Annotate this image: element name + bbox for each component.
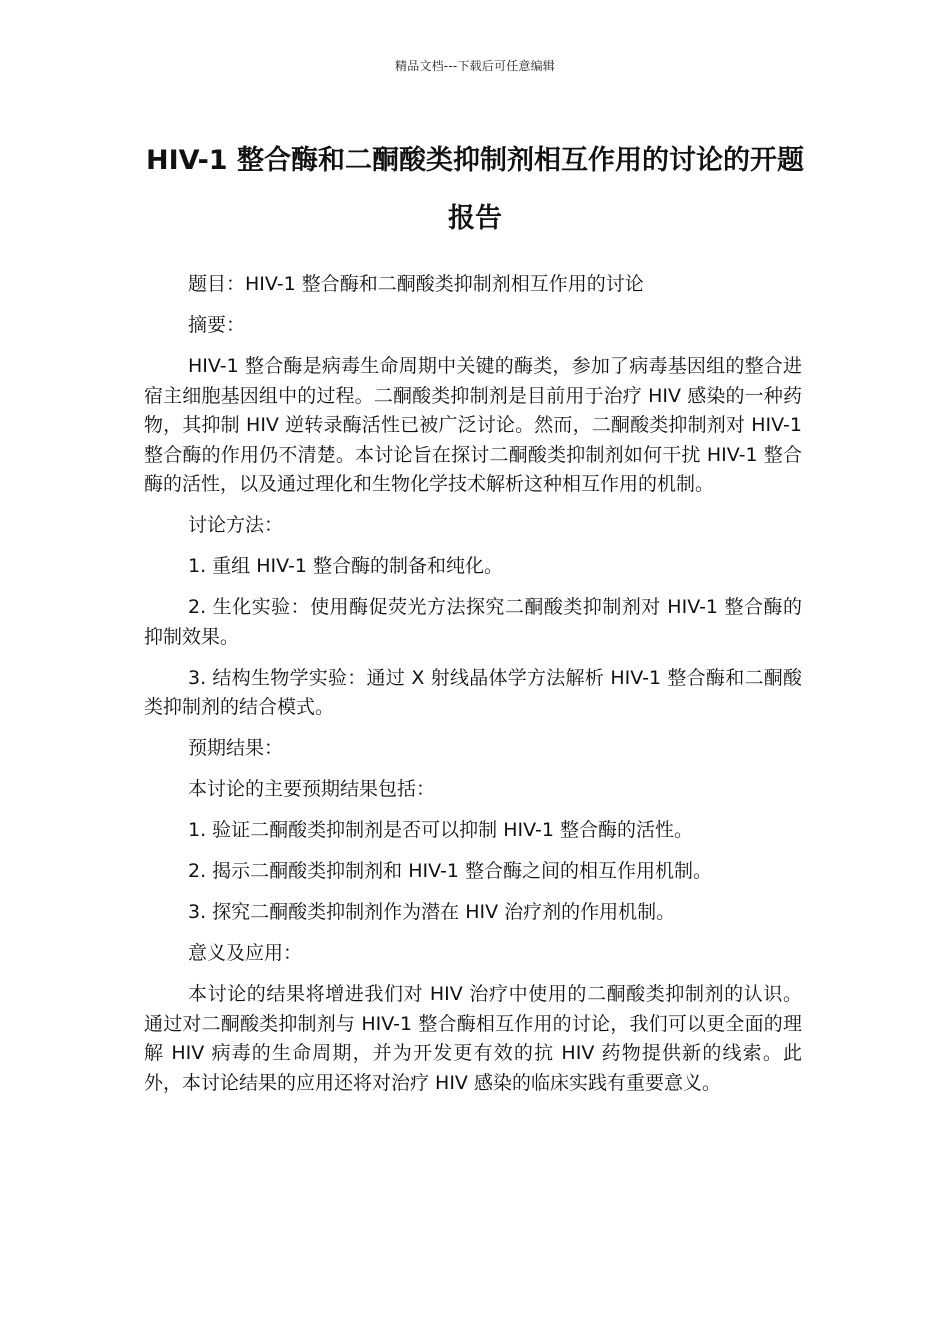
method-item-1: 1. 重组 HIV-1 整合酶的制备和纯化。 bbox=[188, 555, 503, 577]
method-item-2: 2. 生化实验：使用酶促荧光方法探究二酮酸类抑制剂对 HIV-1 整合酶的抑制效果。 bbox=[144, 596, 802, 648]
document-title: HIV-1 整合酶和二酮酸类抑制剂相互作用的讨论的开题报告 bbox=[146, 145, 804, 234]
result-item-1: 1. 验证二酮酸类抑制剂是否可以抑制 HIV-1 整合酶的活性。 bbox=[188, 819, 693, 841]
result-item-3: 3. 探究二酮酸类抑制剂作为潜在 HIV 治疗剂的作用机制。 bbox=[188, 901, 676, 923]
significance-paragraph: 本讨论的结果将增进我们对 HIV 治疗中使用的二酮酸类抑制剂的认识。通过对二酮酸类抑制剂与 HIV-1 整合酶相互作用的讨论，我们可以更全面的理解 HIV 病毒的生命周期，并为开发更有效的抗 HIV 药物提供新的线索。此外，本讨论结果的应用还将对治疗 HIV 感染的临床实践有重要意义。 bbox=[144, 983, 802, 1094]
topic-line: 题目：HIV-1 整合酶和二酮酸类抑制剂相互作用的讨论 bbox=[188, 273, 644, 295]
significance-heading: 意义及应用： bbox=[188, 942, 303, 964]
document-body bbox=[144, 270, 802, 1110]
methods-heading: 讨论方法： bbox=[188, 514, 284, 536]
abstract-heading: 摘要： bbox=[188, 314, 246, 336]
result-item-2: 2. 揭示二酮酸类抑制剂和 HIV-1 整合酶之间的相互作用机制。 bbox=[188, 860, 712, 882]
abstract-paragraph: HIV-1 整合酶是病毒生命周期中关键的酶类，参加了病毒基因组的整合进宿主细胞基因组中的过程。二酮酸类抑制剂是目前用于治疗 HIV 感染的一种药物，其抑制 HIV 逆转录酶活性已被广泛讨论。然而，二酮酸类抑制剂对 HIV-1 整合酶的作用仍不清楚。本讨论旨在探讨二酮酸类抑制剂如何干扰 HIV-1 整合酶的活性，以及通过理化和生物化学技术解析这种相互作用的机制。 bbox=[144, 355, 802, 495]
header-note: 精品文档---下载后可任意编辑 bbox=[395, 59, 555, 73]
expected-results-heading: 预期结果： bbox=[188, 737, 284, 759]
expected-results-intro: 本讨论的主要预期结果包括： bbox=[188, 778, 436, 800]
method-item-3: 3. 结构生物学实验：通过 X 射线晶体学方法解析 HIV-1 整合酶和二酮酸类抑制剂的结合模式。 bbox=[144, 666, 802, 718]
